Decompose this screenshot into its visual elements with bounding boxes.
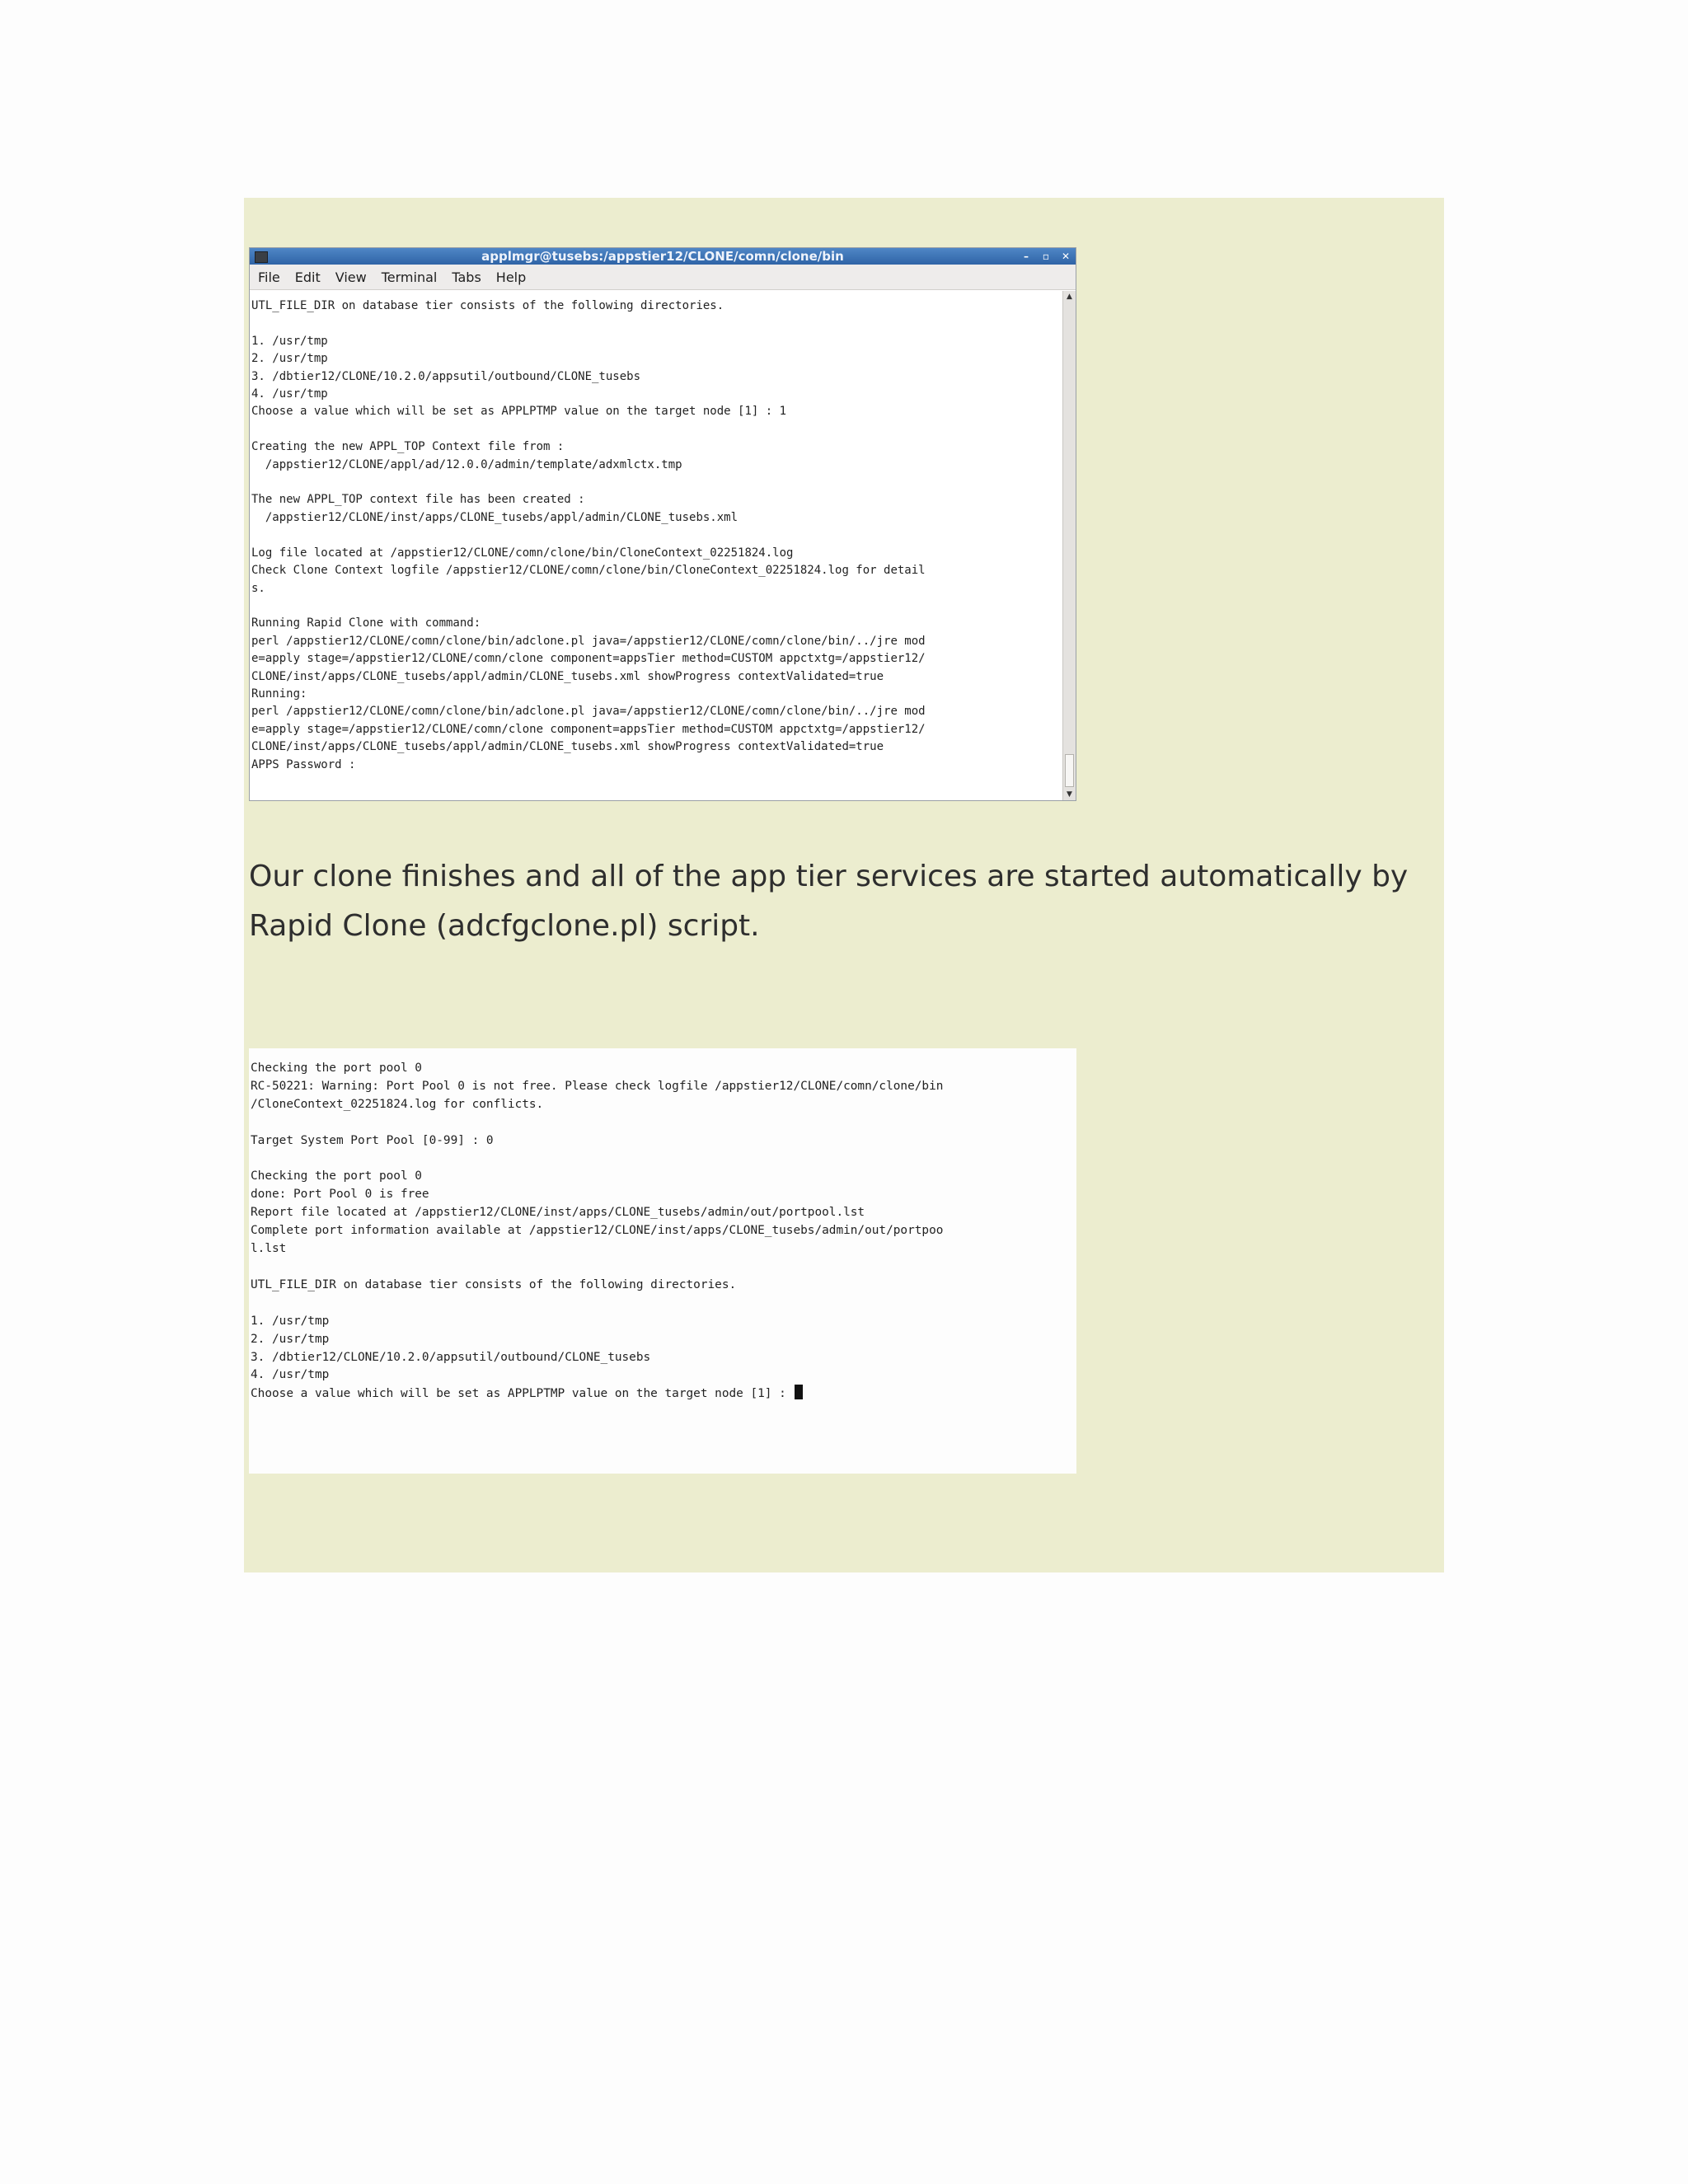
terminal-2-text: Checking the port pool 0 RC-50221: Warning: Port Pool 0 is not free. Please check logfile /appstier12/CLONE/comn/clone/bin /CloneContext_02251824.log for conflicts. Target System Port Pool [0-99] : 0 Checking the port pool 0 done: Port Pool 0 is free Report file located at /appstier12/CLONE/inst/apps/CLONE_tusebs/admin/out/portpool.lst Complete port information available at /appstier12/CLONE/inst/apps/CLONE_tusebs/admin/out/portpoo l.lst UTL_FILE_DIR on database tier consists of the following directories. 1. /usr/tmp 2. /usr/tmp 3. /dbtier12/CLONE/10.2.0/appsutil/outbound/CLONE_tusebs 4. /usr/tmp Choose a value which will be set as APPLPTMP value on the target node [1] : [251, 1062, 944, 1401]
menu-help[interactable]: Help [495, 269, 527, 285]
scroll-up-icon[interactable]: ▲ [1067, 293, 1072, 301]
maximize-icon[interactable]: ▫ [1042, 251, 1050, 262]
menu-edit[interactable]: Edit [294, 269, 321, 285]
scroll-down-icon[interactable]: ▼ [1067, 790, 1072, 799]
window-controls [1020, 248, 1072, 265]
terminal-output-2[interactable] [249, 1048, 1076, 1474]
menu-terminal[interactable]: Terminal [381, 269, 438, 285]
vertical-scrollbar[interactable] [1062, 291, 1076, 800]
window-title-bar[interactable] [250, 248, 1076, 265]
caption-text: Our clone finishes and all of the app tier services are started automatically by Rapid Clone (adcfgclone.pl) script. [249, 860, 1409, 943]
minimize-icon[interactable]: – [1024, 251, 1029, 262]
menu-view[interactable]: View [335, 269, 367, 285]
terminal-output[interactable]: UTL_FILE_DIR on database tier consists of the following directories. 1. /usr/tmp 2. /usr/tmp 3. /dbtier12/CLONE/10.2.0/appsutil/outbound/CLONE_tusebs 4. /usr/tmp Choose a value which will be set as APPLPTMP value on the target node [1] : 1 Creating the new APPL_TOP Context file from : /appstier12/CLONE/appl/ad/12.0.0/admin/template/adxmlctx.tmp The new APPL_TOP context file has been created : /appstier12/CLONE/inst/apps/CLONE_tusebs/appl/admin/CLONE_tusebs.xml Log file located at /appstier12/CLONE/comn/clone/bin/CloneContext_02251824.log Check Clone Context logfile /appstier12/CLONE/comn/clone/bin/CloneContext_02251824.log for detail s. Running Rapid Clone with command: perl /appstier12/CLONE/comn/clone/bin/adclone.pl java=/appstier12/CLONE/comn/clone/bin/../jre mod e=apply stage=/appstier12/CLONE/comn/clone component=appsTier method=CUSTOM appctxtg=/appstier12/ CLONE/inst/apps/CLONE_tusebs/appl/admin/CLONE_tusebs.xml showProgress contextValidated=true Running: perl /appstier12/CLONE/comn/clone/bin/adclone.pl java=/appstier12/CLONE/comn/clone/bin/../jre mod e=apply stage=/appstier12/CLONE/comn/clone component=appsTier method=CUSTOM appctxtg=/appstier12/ CLONE/inst/apps/CLONE_tusebs/appl/admin/CLONE_tusebs.xml showProgress contextValidated=true APPS Password : [251, 291, 1061, 800]
close-icon[interactable]: ✕ [1061, 251, 1071, 262]
text-cursor [795, 1385, 803, 1399]
menu-file[interactable]: File [258, 269, 280, 285]
content-panel [244, 198, 1444, 1572]
menu-tabs[interactable]: Tabs [452, 269, 481, 285]
menu-bar [250, 265, 1076, 290]
terminal-app-icon [255, 251, 268, 263]
window-title: applmgr@tusebs:/appstier12/CLONE/comn/clone/bin [481, 249, 844, 264]
scrollbar-thumb[interactable] [1065, 754, 1074, 787]
terminal-window[interactable] [249, 247, 1076, 801]
